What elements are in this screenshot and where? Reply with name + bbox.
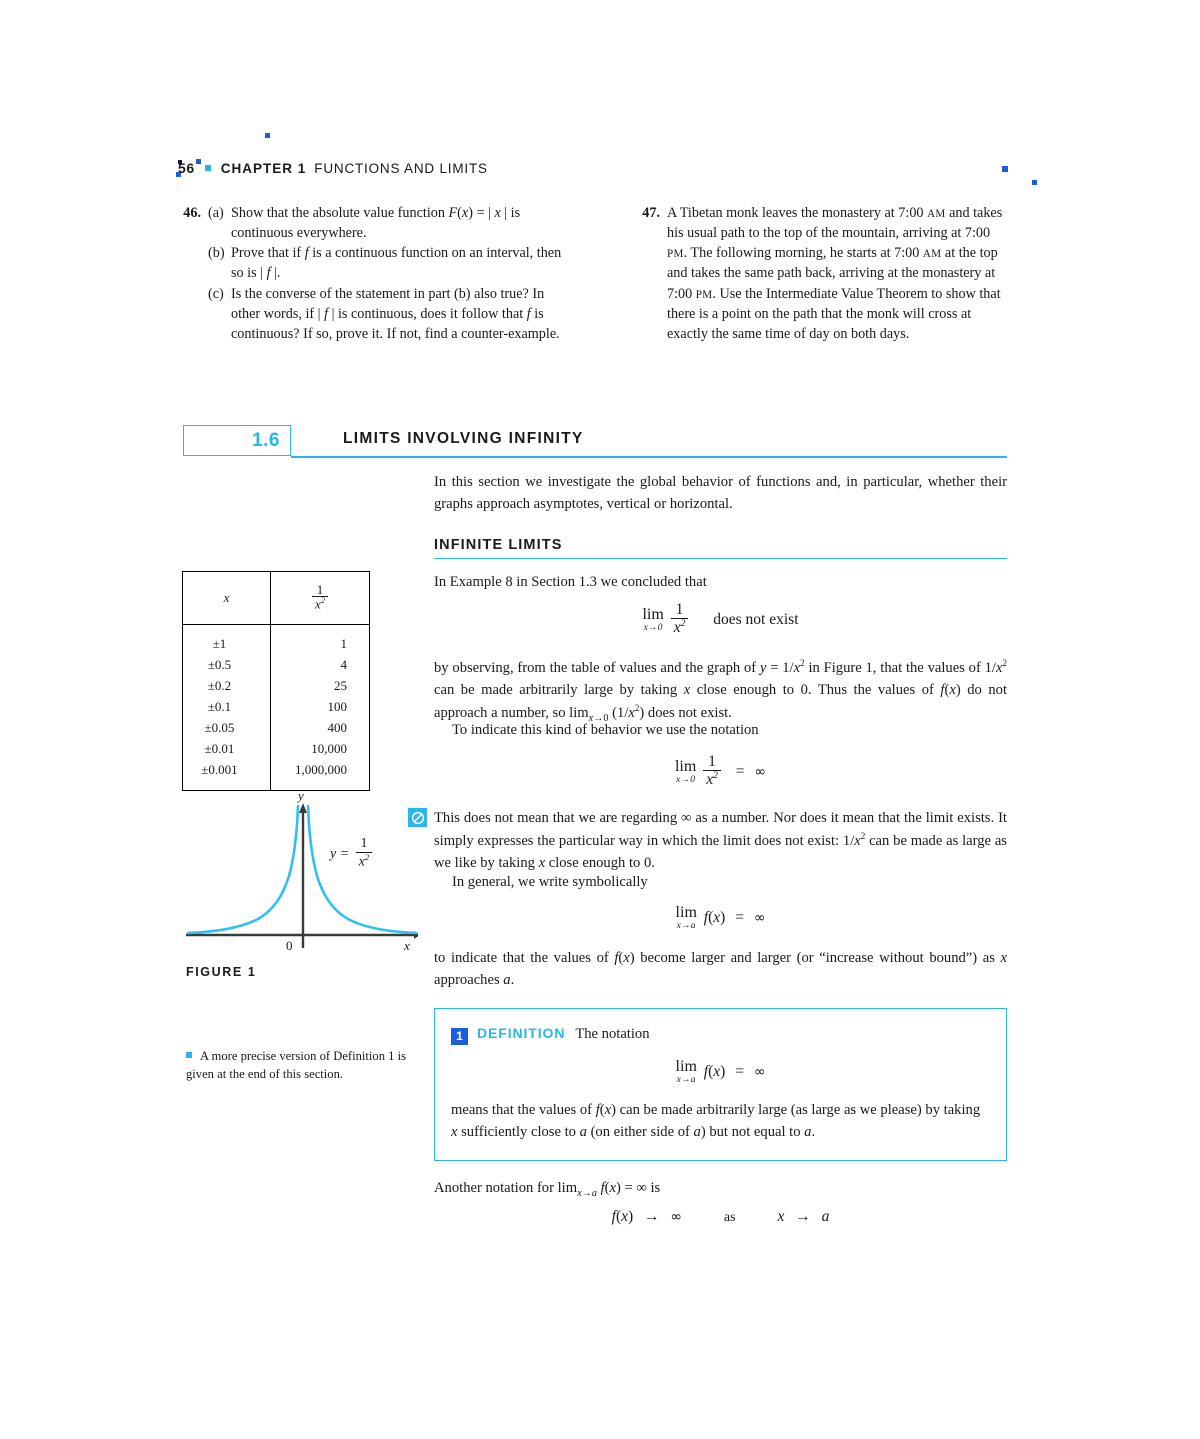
exercise-part bbox=[208, 203, 563, 243]
table-row bbox=[183, 634, 369, 655]
figure-graph-one-over-x-squared bbox=[186, 788, 418, 953]
part-text: Prove that if f is a continuous function on an interval, then so is | f |. bbox=[231, 245, 562, 282]
cell-y: 1,000,000 bbox=[295, 762, 347, 777]
cell-x: ±0.001 bbox=[183, 760, 270, 781]
table-of-values bbox=[182, 571, 370, 791]
limit-subscript: x→a bbox=[676, 921, 696, 931]
cell-x: ±0.01 bbox=[183, 739, 270, 760]
definition-number-badge: 1 bbox=[451, 1028, 468, 1045]
y-axis-arrow bbox=[299, 803, 307, 813]
paragraph-another-notation: Another notation for $\lim_{x\to a} f(x)$ = ∞ is bbox=[434, 1180, 661, 1199]
limit-operator: lim x→a bbox=[675, 904, 697, 931]
decorative-square bbox=[265, 133, 270, 138]
final-x: x bbox=[777, 1208, 785, 1225]
fraction-numerator: 1 bbox=[316, 581, 324, 597]
origin-label: 0 bbox=[286, 938, 293, 953]
display-equation-limit-infinity: lim x→0 $\frac{1}{x^2}$ = ∞ bbox=[674, 753, 767, 789]
fraction-one-over-x-squared: $\frac{1}{x^2}$ bbox=[703, 754, 721, 789]
margin-note-text: A more precise version of Definition 1 is given at the end of this section. bbox=[186, 1049, 407, 1081]
infinity-symbol: ∞ bbox=[753, 1063, 766, 1080]
part-label: (b) bbox=[208, 245, 225, 262]
paragraph-to-indicate: To indicate this kind of behavior we use the notation bbox=[452, 722, 759, 738]
exercise-body: A Tibetan monk leaves the monastery at 7:00 AM and takes his usual path to the top of the mountain, arriving at 7:00 PM. The following morning, he starts at 7:00 AM at the top and takes the same path back, arriving at the monastery at 7:00 PM. Use the Intermediate Value Theorem to show that there is a point on the path that the monk will cross at exactly the same time of day on both days. bbox=[667, 205, 1003, 342]
section-number: 1.6 bbox=[252, 429, 280, 451]
table-header-row bbox=[183, 572, 369, 625]
square-bullet-icon bbox=[205, 165, 211, 171]
header-x-label: x bbox=[223, 590, 230, 605]
part-label: (a) bbox=[208, 205, 224, 221]
exercise-item bbox=[178, 203, 563, 344]
exercise-part bbox=[208, 243, 563, 283]
arrow-right-icon: → bbox=[644, 1208, 660, 1225]
section-header bbox=[183, 425, 1007, 458]
paragraph-larger-and-larger: to indicate that the values of f(x) become larger and larger (or “increase without bound”) as x approaches a. bbox=[434, 950, 1007, 988]
cell-x: ±0.2 bbox=[183, 676, 270, 697]
margin-note bbox=[186, 1048, 421, 1083]
final-a: a bbox=[821, 1208, 830, 1225]
cell-y: 4 bbox=[340, 657, 347, 672]
fraction-one-over-x-squared: $\frac{1}{x^2}$ bbox=[356, 837, 373, 870]
section-rule bbox=[291, 456, 1007, 458]
equation-note: does not exist bbox=[713, 610, 799, 628]
definition-lead: The notation bbox=[575, 1026, 650, 1042]
exercise-column-left bbox=[178, 203, 563, 344]
table-row bbox=[183, 697, 369, 718]
decorative-square bbox=[1002, 166, 1008, 172]
square-bullet-icon bbox=[186, 1052, 192, 1058]
definition-box bbox=[434, 1008, 1007, 1161]
cell-y: 100 bbox=[327, 699, 347, 714]
section-number-box bbox=[183, 425, 291, 456]
chapter-title: FUNCTIONS AND LIMITS bbox=[314, 161, 488, 176]
cell-y: 400 bbox=[327, 720, 347, 735]
section-title: LIMITS INVOLVING INFINITY bbox=[343, 430, 584, 447]
paragraph-observing: by observing, from the table of values and the graph of $y = 1/x^2$ in Figure 1, that the values of $1/x^2$ can be made arbitrarily large by taking x close enough to 0. Thus the values of f(x) do not approach a number, so $\lim_{x\to 0} (1/x^2)$ does not exist. bbox=[434, 658, 1007, 724]
limit-subscript: x→a bbox=[676, 1074, 696, 1085]
limit-subscript: x→0 bbox=[643, 623, 663, 634]
cell-x: ±0.5 bbox=[183, 655, 270, 676]
fraction-denominator: $x^2$ bbox=[312, 596, 328, 611]
infinity-symbol: ∞ bbox=[754, 763, 767, 780]
definition-label: DEFINITION bbox=[477, 1025, 566, 1041]
table-row bbox=[183, 760, 369, 781]
subsection-heading: INFINITE LIMITS bbox=[434, 537, 1007, 559]
cell-x: ±0.05 bbox=[183, 718, 270, 739]
final-lhs: f(x) bbox=[611, 1208, 634, 1225]
paragraph-in-general: In general, we write symbolically bbox=[452, 874, 648, 890]
table-header-fx bbox=[270, 572, 369, 625]
cell-y: 25 bbox=[334, 678, 347, 693]
curve-equation-label: y = $\frac{1}{x^2}$ bbox=[330, 838, 375, 871]
decorative-square bbox=[1032, 180, 1037, 185]
as-word: as bbox=[723, 1210, 736, 1225]
definition-display-equation: lim x→a f(x) = ∞ bbox=[675, 1057, 766, 1085]
fraction-one-over-x-squared bbox=[312, 583, 328, 612]
table-row bbox=[183, 739, 369, 760]
exercise-number: 46. bbox=[183, 205, 201, 221]
definition-heading-row bbox=[451, 1023, 990, 1046]
cell-x: ±1 bbox=[183, 634, 270, 655]
part-text: Is the converse of the statement in part (b) also true? In other words, if | f | is continuous, does it follow that f is continuous? If so, prove it. If not, find a counter-example. bbox=[231, 285, 560, 342]
page-number: 56 bbox=[178, 160, 195, 176]
table-row bbox=[183, 655, 369, 676]
exercise-column-right bbox=[637, 203, 1007, 344]
figure-caption: FIGURE 1 bbox=[186, 965, 257, 979]
display-equation-limit-dne bbox=[434, 603, 1007, 638]
limit-operator: lim x→0 bbox=[642, 606, 664, 634]
limit-subscript: x→0 bbox=[676, 775, 696, 786]
table-row bbox=[183, 718, 369, 739]
no-entry-icon bbox=[408, 808, 427, 827]
fraction-one-over-x-squared: $\frac{1}{x^2}$ bbox=[671, 602, 689, 637]
table-header-x bbox=[183, 572, 270, 625]
paragraph-example-8: In Example 8 in Section 1.3 we concluded that bbox=[434, 574, 707, 590]
figure-svg bbox=[186, 788, 418, 953]
section-intro: In this section we investigate the global behavior of functions and, in particular, whether their graphs approach asymptotes, vertical or horizontal. bbox=[434, 474, 1007, 512]
arrow-right-icon: → bbox=[795, 1208, 811, 1225]
y-axis-label: y bbox=[298, 788, 304, 803]
display-equation-arrow-notation bbox=[434, 1208, 1007, 1226]
chapter-label: CHAPTER 1 bbox=[220, 161, 307, 176]
curve-left-branch bbox=[188, 806, 298, 933]
running-head bbox=[178, 160, 488, 176]
limit-operator: lim x→a bbox=[675, 1057, 697, 1085]
part-label: (c) bbox=[208, 285, 224, 302]
definition-body: means that the values of f(x) can be made arbitrarily large (as large as we please) by taking x sufficiently close to a (on either side of a) but not equal to a. bbox=[451, 1102, 981, 1141]
exercise-item bbox=[637, 203, 1007, 344]
part-text: Show that the absolute value function F(x) = | x | is continuous everywhere. bbox=[231, 205, 521, 242]
exercise-body bbox=[208, 203, 563, 344]
limit-operator: lim x→0 bbox=[674, 758, 697, 786]
infinity-symbol: ∞ bbox=[670, 1209, 683, 1225]
display-equation-lim-f-infinity: lim x→a f(x) = ∞ bbox=[675, 904, 766, 931]
exercise-part bbox=[208, 284, 563, 344]
paragraph-not-a-number: This does not mean that we are regarding ∞ as a number. Nor does it mean that the limit exists. It simply expresses the particular way in which the limit does not exist: $1/x^2$ can be made as large as we like by taking x close enough to 0. bbox=[434, 810, 1007, 871]
infinity-symbol: ∞ bbox=[753, 909, 766, 926]
cell-y: 10,000 bbox=[311, 741, 347, 756]
exercise-number: 47. bbox=[642, 205, 660, 221]
table-row bbox=[183, 676, 369, 697]
cell-x: ±0.1 bbox=[183, 697, 270, 718]
cell-y: 1 bbox=[340, 636, 347, 651]
x-axis-label: x bbox=[404, 938, 410, 953]
